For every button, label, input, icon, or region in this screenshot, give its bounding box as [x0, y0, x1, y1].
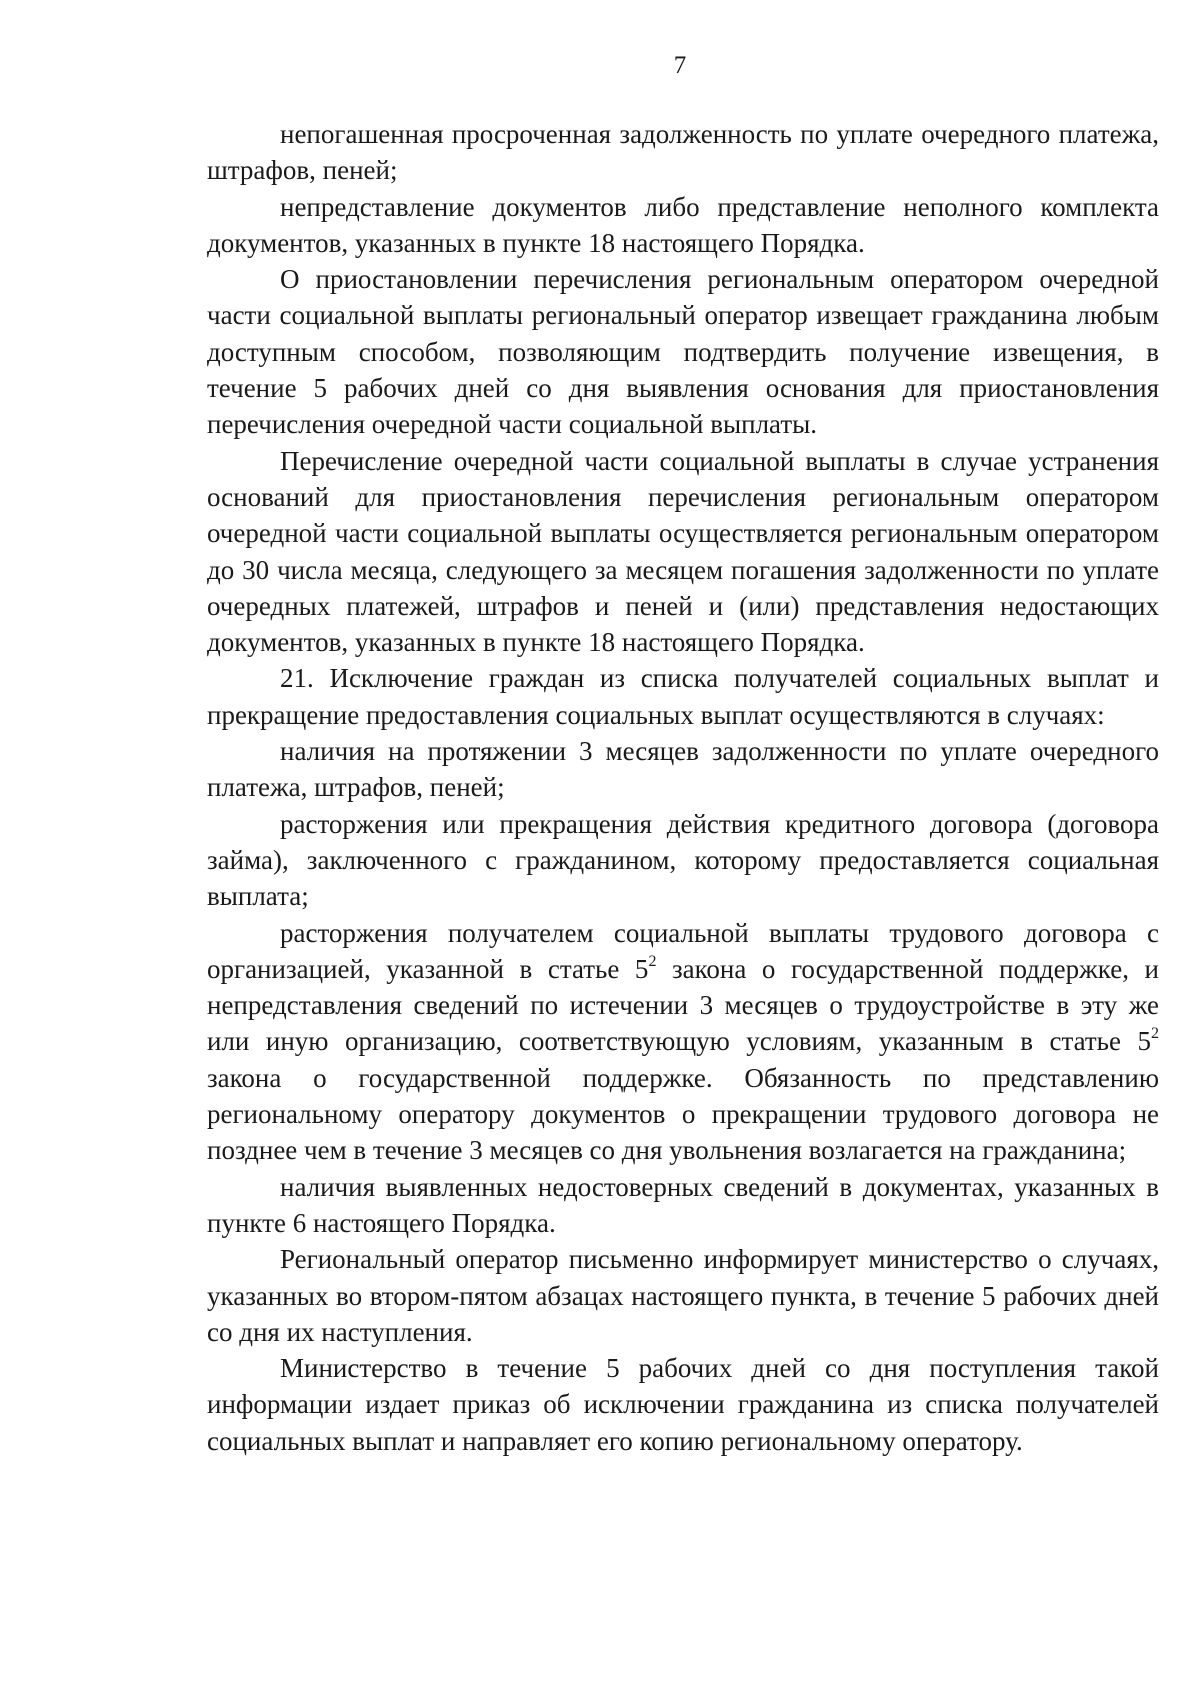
paragraph: 21. Исключение граждан из списка получателей социальных выплат и прекращение предоставления социальных выплат осуществляются в случаях: [207, 663, 1159, 730]
paragraph: расторжения или прекращения действия кредитного договора (договора займа), заключенного с гражданином, которому предоставляется социальная выплата; [207, 808, 1159, 912]
paragraph-text: закона о государственной поддержке, и непредставления сведений по истечении 3 месяцев о трудоустройстве в эту же или иную организацию, соответствующую условиям, указанным в статье 5 [207, 953, 1159, 1057]
superscript: 2 [1151, 1025, 1159, 1043]
page-number: 7 [673, 52, 687, 79]
paragraph: Перечисление очередной части социальной выплаты в случае устранения оснований для приостановления перечисления региональным оператором очередной части социальной выплаты осуществляется региональным оператором до 30 числа месяца, следующего за месяцем погашения задолженности по уплате очередных платежей, штрафов и пеней и (или) представления недостающих документов, указанных в пункте 18 настоящего Порядка. [207, 445, 1159, 658]
superscript: 2 [648, 952, 657, 970]
paragraph: О приостановлении перечисления региональным оператором очередной части социальной выплаты региональный оператор извещает гражданина любым доступным способом, позволяющим подтвердить получение извещения, в течение 5 рабочих дней со дня выявления основания для приостановления перечисления очередной части социальной выплаты. [207, 264, 1159, 440]
paragraph [207, 915, 1159, 1169]
paragraph: непогашенная просроченная задолженность по уплате очередного платежа, штрафов, пеней; [207, 119, 1159, 186]
paragraph: наличия на протяжении 3 месяцев задолженности по уплате очередного платежа, штрафов, пеней; [207, 736, 1159, 803]
paragraph: непредставление документов либо представление неполного комплекта документов, указанных в пункте 18 настоящего Порядка. [207, 191, 1159, 258]
paragraph-text: закона о государственной поддержке. Обязанность по представлению региональному оператору документов о прекращении трудового договора не позднее чем в течение 3 месяцев со дня увольнения возлагается на гражданина; [207, 1062, 1159, 1166]
paragraph: наличия выявленных недостоверных сведений в документах, указанных в пункте 6 настоящего Порядка. [207, 1171, 1159, 1238]
paragraph-text: расторжения получателем социальной выплаты трудового договора с организацией, указанной в статье 5 [207, 917, 1159, 984]
paragraph: Министерство в течение 5 рабочих дней со дня поступления такой информации издает приказ об исключении гражданина из списка получателей социальных выплат и направляет его копию региональному оператору. [207, 1353, 1159, 1456]
paragraph: Региональный оператор письменно информирует министерство о случаях, указанных во втором-пятом абзацах настоящего пункта, в течение 5 рабочих дней со дня их наступления. [207, 1244, 1159, 1347]
document-body [207, 116, 1159, 1459]
